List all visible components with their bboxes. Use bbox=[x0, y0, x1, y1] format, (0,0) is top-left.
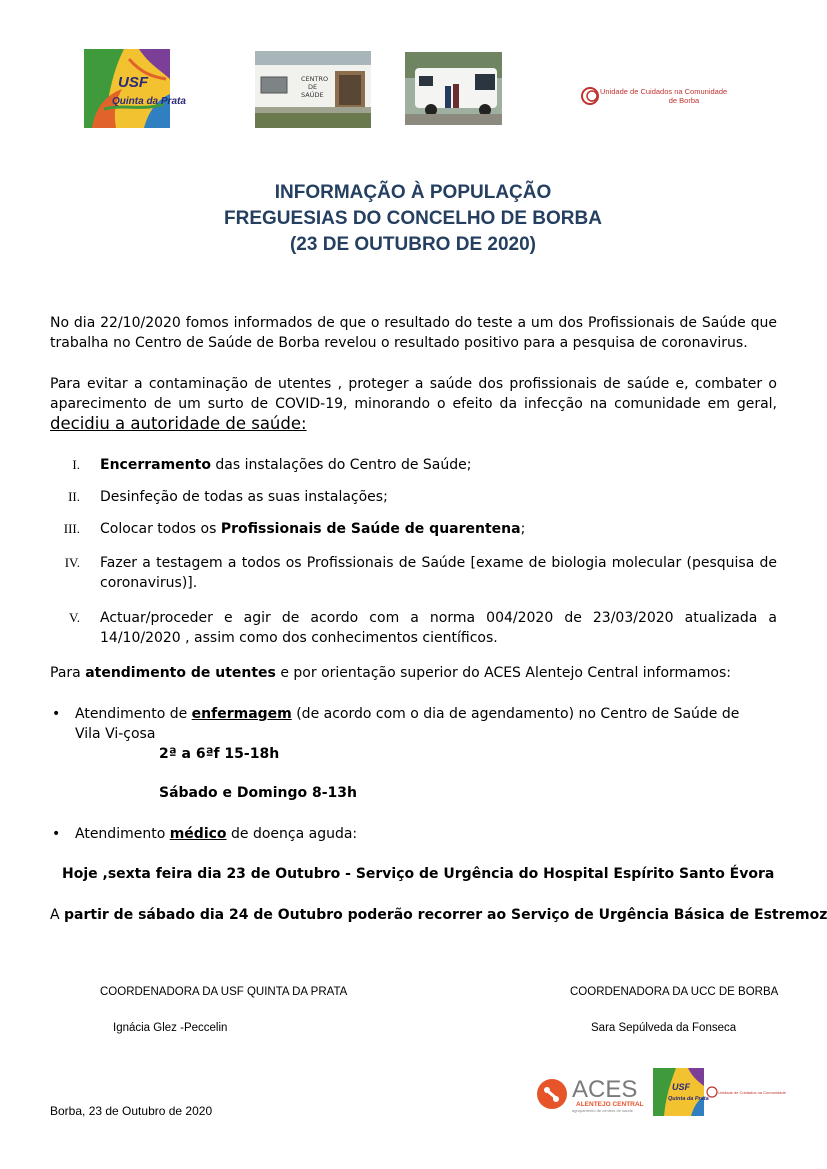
atendimento-intro-bold: atendimento de utentes bbox=[85, 665, 276, 681]
bullet-icon: • bbox=[52, 826, 61, 842]
title-line-1: INFORMAÇÃO À POPULAÇÃO bbox=[274, 182, 552, 203]
place-and-date: Borba, 23 de Outubro de 2020 bbox=[50, 1104, 213, 1118]
aces-logo bbox=[537, 1076, 644, 1113]
usf-logo-subtext: Quinta da Prata bbox=[112, 96, 186, 107]
measure-number: V. bbox=[69, 610, 80, 625]
bullet2-post: de doença aguda: bbox=[226, 826, 358, 842]
measure-text: Actuar/proceder e agir de acordo com a norma 004/2020 de 23/03/2020 atualizada a 14/10/2020 , assim como dos conhecimentos científicos. bbox=[100, 610, 777, 646]
measure-bold: Profissionais de Saúde de quarentena bbox=[220, 521, 521, 537]
measure-text: Colocar todos os bbox=[100, 521, 221, 537]
intro-paragraph-2-text: Para evitar a contaminação de utentes , proteger a saúde dos profissionais de saúde e, combater o aparecimento de um surto de COVID-19, minorando o efeito da infecção na comunidade em geral, bbox=[50, 376, 777, 412]
right-signature-name: Sara Sepúlveda da Fonseca bbox=[591, 1022, 737, 1034]
ucc-logo-line2: de Borba bbox=[668, 96, 700, 105]
decision-heading: decidiu a autoridade de saúde: bbox=[50, 414, 307, 433]
saturday-urgency-line bbox=[50, 905, 827, 925]
measure-number: II. bbox=[68, 489, 80, 504]
right-signature-role: COORDENADORA DA UCC DE BORBA bbox=[570, 986, 779, 998]
bullet1-post: (de acordo com o dia de agendamento) no Centro de Saúde de Vila Vi-çosa bbox=[75, 706, 740, 742]
ucc-small-text: Unidade de Cuidados na Comunidade bbox=[718, 1090, 786, 1095]
intro-paragraph-2 bbox=[50, 374, 777, 435]
measure-text: Fazer a testagem a todos os Profissionais de Saúde [exame de biologia molecular (pesquisa de coronavirus)]. bbox=[100, 555, 777, 591]
bullet2-bold: médico bbox=[169, 826, 227, 842]
bullet2-pre: Atendimento bbox=[75, 826, 170, 842]
ucc-small-logo bbox=[707, 1087, 787, 1097]
today-urgency-line: Hoje ,sexta feira dia 23 de Outubro - Serviço de Urgência do Hospital Espírito Santo Évora bbox=[62, 866, 775, 882]
schedule-weekend: Sábado e Domingo 8-13h bbox=[159, 785, 357, 801]
aces-logo-sub: ALENTEJO CENTRAL bbox=[576, 1101, 644, 1108]
left-signature-name: Ignácia Glez -Peccelin bbox=[113, 1022, 228, 1034]
ucc-borba-logo bbox=[580, 86, 750, 106]
footer-logos bbox=[536, 1066, 786, 1118]
bullet-icon: • bbox=[52, 706, 61, 722]
centro-de-saude-photo bbox=[255, 51, 371, 128]
intro-paragraph-1: No dia 22/10/2020 fomos informados de que o resultado do teste a um dos Profissionais de Saúde que trabalha no Centro de Saúde de Borba revelou o resultado positivo para a pesquisa de coronavirus. bbox=[50, 315, 777, 351]
usf-logo-text: USF bbox=[118, 74, 148, 91]
centro-sign-line3: SAÚDE bbox=[301, 91, 324, 99]
usf-small-subtext: Quinta da Prata bbox=[668, 1096, 709, 1102]
left-signature-role: COORDENADORA DA USF QUINTA DA PRATA bbox=[100, 986, 348, 998]
bullet1-pre: Atendimento de bbox=[75, 706, 192, 722]
measure-text: Desinfeção de todas as suas instalações; bbox=[100, 489, 388, 505]
document-title bbox=[0, 180, 826, 258]
aces-logo-tiny: agrupamento de centros de saúde bbox=[572, 1108, 633, 1113]
usf-small-logo bbox=[653, 1068, 709, 1116]
measure-number: IV. bbox=[64, 555, 80, 570]
measure-bold: Encerramento bbox=[100, 457, 211, 473]
usf-quinta-da-prata-logo bbox=[84, 49, 186, 128]
centro-sign-line1: CENTRO bbox=[301, 75, 329, 83]
atendimento-intro-pre: Para bbox=[50, 665, 86, 681]
measure-text: das instalações do Centro de Saúde; bbox=[210, 457, 472, 473]
saturday-bold: partir de sábado dia 24 de Outubro poderão recorrer ao Serviço de Urgência Básica de Estremoz bbox=[64, 907, 827, 923]
atendimento-intro-post: e por orientação superior do ACES Alentejo Central informamos: bbox=[275, 665, 731, 681]
mobile-unit-van-photo bbox=[405, 52, 502, 125]
bullet1-bold: enfermagem bbox=[191, 706, 292, 722]
aces-logo-text: ACES bbox=[572, 1076, 638, 1103]
atendimento-intro bbox=[50, 663, 777, 683]
centro-sign-line2: DE bbox=[308, 83, 318, 91]
saturday-pre: A bbox=[50, 907, 65, 923]
measure-number: III. bbox=[63, 521, 80, 536]
ucc-logo-line1: Unidade de Cuidados na Comunidade bbox=[600, 87, 728, 96]
title-line-3: (23 DE OUTUBRO DE 2020) bbox=[289, 234, 536, 255]
usf-small-text: USF bbox=[672, 1082, 690, 1092]
schedule-weekdays: 2ª a 6ªf 15-18h bbox=[159, 746, 280, 762]
title-line-2: FREGUESIAS DO CONCELHO DE BORBA bbox=[224, 208, 602, 229]
measure-text-end: ; bbox=[520, 521, 526, 537]
measure-number: I. bbox=[72, 457, 80, 472]
